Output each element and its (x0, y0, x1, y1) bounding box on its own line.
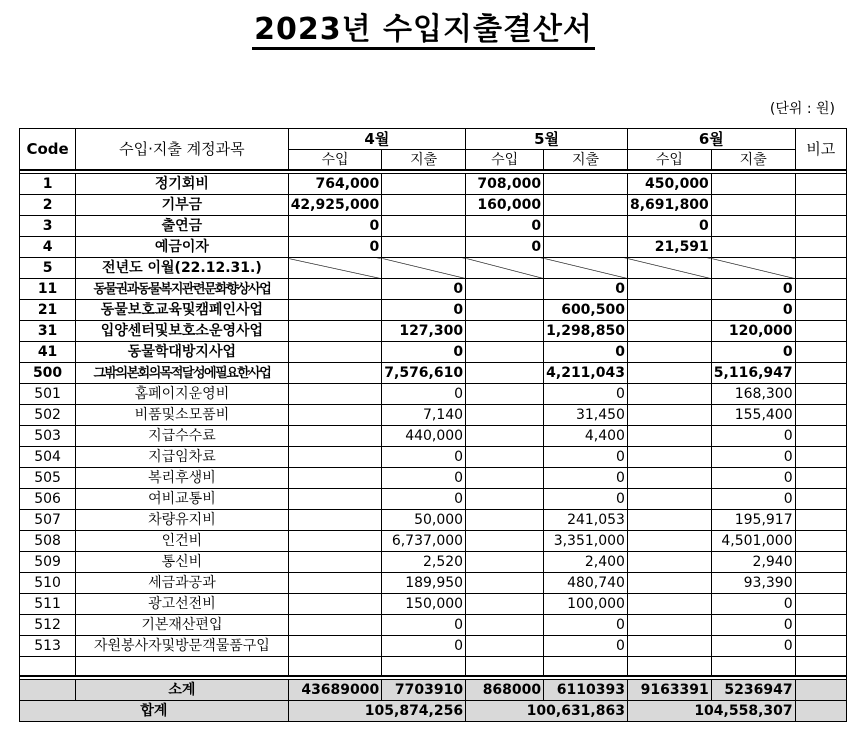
row-m5e: 1,298,850 (544, 321, 628, 342)
row-m5i-empty (466, 258, 544, 279)
row-m6i (627, 342, 711, 363)
row-code: 1 (20, 174, 76, 195)
table-row (20, 321, 847, 342)
row-m4e: 0 (382, 636, 466, 657)
row-remarks (795, 594, 846, 615)
row-account: 복리후생비 (76, 468, 289, 489)
row-account: 동물학대방지사업 (76, 342, 289, 363)
row-m5e: 3,351,000 (544, 531, 628, 552)
row-m5i (466, 615, 544, 636)
row-account: 입양센터및보호소운영사업 (76, 321, 289, 342)
row-m6i (627, 594, 711, 615)
row-account: 전년도 이월(22.12.31.) (76, 258, 289, 279)
row-remarks (795, 300, 846, 321)
row-m6e: 5,116,947 (711, 363, 795, 384)
ledger-body (20, 174, 847, 657)
table-row (20, 636, 847, 657)
subtotal-remarks (795, 680, 846, 701)
row-remarks (795, 237, 846, 258)
row-m4e (382, 216, 466, 237)
row-m6e: 195,917 (711, 510, 795, 531)
row-m4i (288, 531, 382, 552)
row-m4i (288, 405, 382, 426)
table-row (20, 300, 847, 321)
table-row (20, 468, 847, 489)
row-m4e: 7,140 (382, 405, 466, 426)
row-code: 502 (20, 405, 76, 426)
row-m6e (711, 174, 795, 195)
row-account: 지급임차료 (76, 447, 289, 468)
total-label: 합계 (20, 701, 289, 722)
row-m5e: 480,740 (544, 573, 628, 594)
row-remarks (795, 615, 846, 636)
row-m6i (627, 363, 711, 384)
row-m5i (466, 573, 544, 594)
row-m5i (466, 510, 544, 531)
table-row (20, 279, 847, 300)
table-row (20, 342, 847, 363)
expense-header: 지출 (544, 150, 628, 171)
income-header: 수입 (627, 150, 711, 171)
row-account: 차량유지비 (76, 510, 289, 531)
row-account: 여비교통비 (76, 489, 289, 510)
row-m4i (288, 510, 382, 531)
row-m5e: 0 (544, 342, 628, 363)
total-m4: 105,874,256 (288, 701, 465, 722)
title-text: 2023년 수입지출결산서 (252, 12, 595, 50)
total-remarks (795, 701, 846, 722)
table-row (20, 258, 847, 279)
row-m5e: 0 (544, 279, 628, 300)
row-m4i: 0 (288, 237, 382, 258)
row-m5e: 0 (544, 447, 628, 468)
table-row (20, 195, 847, 216)
row-remarks (795, 342, 846, 363)
row-m5i (466, 636, 544, 657)
row-m4e: 189,950 (382, 573, 466, 594)
row-account: 홈페이지운영비 (76, 384, 289, 405)
row-m6e: 0 (711, 594, 795, 615)
row-m5e (544, 195, 628, 216)
row-m5i (466, 489, 544, 510)
row-code: 508 (20, 531, 76, 552)
row-m5e (544, 237, 628, 258)
blank-row (20, 657, 847, 677)
row-m6i: 21,591 (627, 237, 711, 258)
table-row (20, 594, 847, 615)
row-m5e: 4,211,043 (544, 363, 628, 384)
row-m5e: 0 (544, 615, 628, 636)
row-m6i (627, 447, 711, 468)
row-m4e-empty (382, 258, 466, 279)
row-m5i (466, 300, 544, 321)
row-remarks (795, 468, 846, 489)
row-m5i (466, 405, 544, 426)
row-remarks (795, 321, 846, 342)
row-code: 509 (20, 552, 76, 573)
row-code: 4 (20, 237, 76, 258)
row-account: 광고선전비 (76, 594, 289, 615)
row-remarks (795, 447, 846, 468)
income-header: 수입 (466, 150, 544, 171)
table-row (20, 489, 847, 510)
row-m6e: 155,400 (711, 405, 795, 426)
row-remarks (795, 552, 846, 573)
total-m5: 100,631,863 (466, 701, 628, 722)
row-m4e: 50,000 (382, 510, 466, 531)
row-code: 41 (20, 342, 76, 363)
row-m4i: 0 (288, 216, 382, 237)
row-m4i (288, 468, 382, 489)
row-remarks (795, 531, 846, 552)
row-remarks (795, 384, 846, 405)
subtotal-m5-expense: 6110393 (544, 680, 628, 701)
month-header-5: 5월 (466, 129, 628, 150)
row-m6e: 0 (711, 426, 795, 447)
row-m6e: 168,300 (711, 384, 795, 405)
row-m6i-empty (627, 258, 711, 279)
row-m4i (288, 573, 382, 594)
row-account: 동물권과동물복지관련문화향상사업 (76, 279, 289, 300)
row-remarks (795, 216, 846, 237)
row-m6i (627, 510, 711, 531)
row-m5i (466, 531, 544, 552)
row-remarks (795, 489, 846, 510)
row-m4i (288, 321, 382, 342)
row-m6e: 0 (711, 342, 795, 363)
row-m4e: 0 (382, 447, 466, 468)
row-code: 2 (20, 195, 76, 216)
subtotal-m4-income: 43689000 (288, 680, 382, 701)
row-m5i (466, 363, 544, 384)
unit-label: (단위 : 원) (769, 101, 835, 117)
table-row (20, 216, 847, 237)
row-m6i (627, 405, 711, 426)
row-m6e (711, 195, 795, 216)
row-account: 정기회비 (76, 174, 289, 195)
row-m4e: 440,000 (382, 426, 466, 447)
row-m4e (382, 195, 466, 216)
row-m4e: 6,737,000 (382, 531, 466, 552)
row-account: 그밖의본회의목적달성에필요한사업 (76, 363, 289, 384)
row-account: 예금이자 (76, 237, 289, 258)
row-remarks (795, 426, 846, 447)
row-account: 기본재산편입 (76, 615, 289, 636)
row-m6i: 0 (627, 216, 711, 237)
row-m5i: 160,000 (466, 195, 544, 216)
expense-header: 지출 (711, 150, 795, 171)
row-remarks (795, 279, 846, 300)
row-remarks (795, 573, 846, 594)
row-m5e (544, 174, 628, 195)
row-m5i: 708,000 (466, 174, 544, 195)
table-row (20, 363, 847, 384)
document-title (0, 4, 847, 48)
row-m4i (288, 342, 382, 363)
row-m4i (288, 426, 382, 447)
row-m4e: 0 (382, 468, 466, 489)
row-code: 511 (20, 594, 76, 615)
table-row (20, 510, 847, 531)
row-m6e (711, 216, 795, 237)
row-code: 507 (20, 510, 76, 531)
table-row (20, 384, 847, 405)
row-code: 510 (20, 573, 76, 594)
row-m4i (288, 636, 382, 657)
table-row (20, 237, 847, 258)
row-m5e: 0 (544, 489, 628, 510)
header-row-1 (20, 129, 847, 150)
row-m6e: 0 (711, 636, 795, 657)
row-m4e (382, 174, 466, 195)
row-m6i (627, 300, 711, 321)
code-header: Code (20, 129, 76, 171)
table-row (20, 447, 847, 468)
table-row (20, 531, 847, 552)
row-remarks (795, 363, 846, 384)
subtotal-row (20, 680, 847, 701)
row-m4i: 42,925,000 (288, 195, 382, 216)
row-m5i: 0 (466, 237, 544, 258)
row-m5i: 0 (466, 216, 544, 237)
row-m4i (288, 384, 382, 405)
row-m4e: 0 (382, 300, 466, 321)
row-m6e (711, 237, 795, 258)
row-remarks (795, 405, 846, 426)
row-m5i (466, 279, 544, 300)
row-m4i (288, 447, 382, 468)
subtotal-m5-income: 868000 (466, 680, 544, 701)
row-m4e: 0 (382, 489, 466, 510)
row-code: 501 (20, 384, 76, 405)
row-m6e: 120,000 (711, 321, 795, 342)
row-m6e: 0 (711, 615, 795, 636)
table-row (20, 426, 847, 447)
row-m4i (288, 594, 382, 615)
table-row (20, 573, 847, 594)
row-m6e-empty (711, 258, 795, 279)
row-m5i (466, 342, 544, 363)
row-m5e: 31,450 (544, 405, 628, 426)
row-m6e: 0 (711, 468, 795, 489)
row-code: 5 (20, 258, 76, 279)
row-account: 자원봉사자및방문객물품구입 (76, 636, 289, 657)
row-m6i (627, 552, 711, 573)
row-m5i (466, 447, 544, 468)
row-m5e: 241,053 (544, 510, 628, 531)
row-remarks (795, 258, 846, 279)
row-m4i-empty (288, 258, 382, 279)
table-row (20, 174, 847, 195)
row-m5i (466, 552, 544, 573)
row-m5e: 600,500 (544, 300, 628, 321)
row-account: 세금과공과 (76, 573, 289, 594)
row-account: 기부금 (76, 195, 289, 216)
row-code: 504 (20, 447, 76, 468)
table-row (20, 405, 847, 426)
row-m6i (627, 426, 711, 447)
row-m5i (466, 321, 544, 342)
subtotal-m4-expense: 7703910 (382, 680, 466, 701)
row-m6i (627, 615, 711, 636)
row-m6e: 4,501,000 (711, 531, 795, 552)
row-m4e (382, 237, 466, 258)
table-row (20, 552, 847, 573)
row-m4e: 0 (382, 615, 466, 636)
row-remarks (795, 636, 846, 657)
row-m5e: 100,000 (544, 594, 628, 615)
row-m4e: 0 (382, 342, 466, 363)
row-code: 512 (20, 615, 76, 636)
row-m6i (627, 531, 711, 552)
row-m5e: 0 (544, 384, 628, 405)
row-code: 513 (20, 636, 76, 657)
row-m6i: 450,000 (627, 174, 711, 195)
row-account: 통신비 (76, 552, 289, 573)
subtotal-code (20, 680, 76, 701)
row-m4i (288, 615, 382, 636)
row-m6i (627, 321, 711, 342)
row-m5i (466, 468, 544, 489)
row-m6e: 93,390 (711, 573, 795, 594)
row-remarks (795, 510, 846, 531)
row-m5e (544, 216, 628, 237)
ledger-table (19, 128, 847, 722)
row-m6i (627, 279, 711, 300)
total-row (20, 701, 847, 722)
row-m4i (288, 300, 382, 321)
row-m6e: 0 (711, 447, 795, 468)
row-account: 비품및소모품비 (76, 405, 289, 426)
row-m6e: 2,940 (711, 552, 795, 573)
row-m6i (627, 468, 711, 489)
row-m6i (627, 489, 711, 510)
remarks-header: 비고 (795, 129, 846, 171)
table-row (20, 615, 847, 636)
row-m4e: 0 (382, 384, 466, 405)
row-m6i (627, 384, 711, 405)
row-code: 21 (20, 300, 76, 321)
row-m6i (627, 636, 711, 657)
month-header-4: 4월 (288, 129, 465, 150)
row-m4e: 7,576,610 (382, 363, 466, 384)
row-m6i (627, 573, 711, 594)
row-m6e: 0 (711, 279, 795, 300)
total-m6: 104,558,307 (627, 701, 795, 722)
row-m5e: 2,400 (544, 552, 628, 573)
row-code: 11 (20, 279, 76, 300)
row-account: 인건비 (76, 531, 289, 552)
row-m5e-empty (544, 258, 628, 279)
row-remarks (795, 174, 846, 195)
row-m4i (288, 363, 382, 384)
row-m4i: 764,000 (288, 174, 382, 195)
row-code: 3 (20, 216, 76, 237)
row-m4e: 0 (382, 279, 466, 300)
subtotal-m6-income: 9163391 (627, 680, 711, 701)
row-m5e: 0 (544, 468, 628, 489)
expense-header: 지출 (382, 150, 466, 171)
row-account: 출연금 (76, 216, 289, 237)
row-code: 506 (20, 489, 76, 510)
row-code: 31 (20, 321, 76, 342)
row-m5e: 0 (544, 636, 628, 657)
row-m6i: 8,691,800 (627, 195, 711, 216)
row-m6e: 0 (711, 300, 795, 321)
row-m4e: 2,520 (382, 552, 466, 573)
row-m5i (466, 594, 544, 615)
row-m5e: 4,400 (544, 426, 628, 447)
row-remarks (795, 195, 846, 216)
month-header-6: 6월 (627, 129, 795, 150)
account-header: 수입·지출 계정과목 (76, 129, 289, 171)
row-m4e: 127,300 (382, 321, 466, 342)
income-header: 수입 (288, 150, 382, 171)
row-code: 505 (20, 468, 76, 489)
subtotal-label: 소계 (76, 680, 289, 701)
row-account: 지급수수료 (76, 426, 289, 447)
row-m4i (288, 489, 382, 510)
row-code: 503 (20, 426, 76, 447)
row-account: 동물보호교육및캠페인사업 (76, 300, 289, 321)
row-m5i (466, 426, 544, 447)
row-m4e: 150,000 (382, 594, 466, 615)
row-code: 500 (20, 363, 76, 384)
row-m5i (466, 384, 544, 405)
row-m6e: 0 (711, 489, 795, 510)
row-m4i (288, 552, 382, 573)
row-m4i (288, 279, 382, 300)
subtotal-m6-expense: 5236947 (711, 680, 795, 701)
